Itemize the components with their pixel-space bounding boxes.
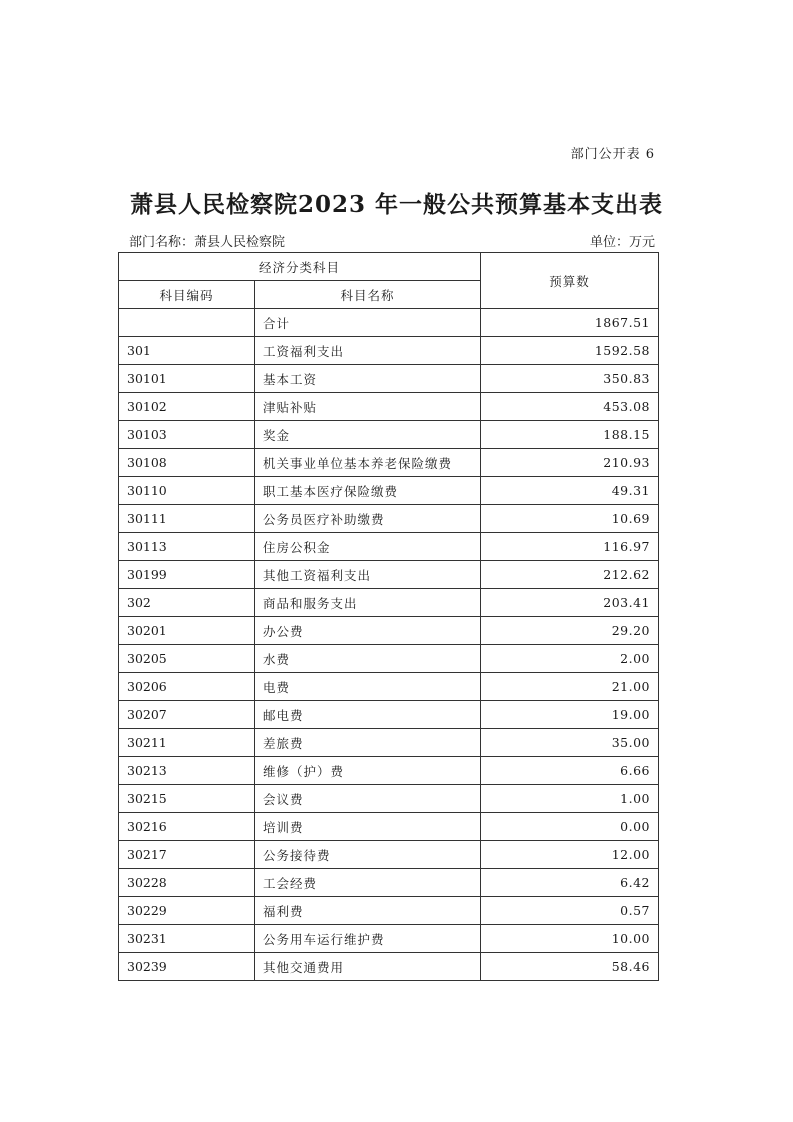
subject-name: 其他工资福利支出 xyxy=(255,561,481,589)
budget-amount: 6.42 xyxy=(481,869,659,897)
subject-name: 工会经费 xyxy=(255,869,481,897)
budget-amount: 19.00 xyxy=(481,701,659,729)
subject-code: 30110 xyxy=(119,477,255,505)
table-row xyxy=(119,309,659,337)
subject-code: 30211 xyxy=(119,729,255,757)
subject-name: 机关事业单位基本养老保险缴费 xyxy=(255,449,481,477)
subject-name: 公务员医疗补助缴费 xyxy=(255,505,481,533)
subject-name: 津贴补贴 xyxy=(255,393,481,421)
unit-label: 单位：万元 xyxy=(589,235,655,250)
subject-name: 培训费 xyxy=(255,813,481,841)
subject-name: 电费 xyxy=(255,673,481,701)
budget-amount: 58.46 xyxy=(481,953,659,981)
table-row xyxy=(119,701,659,729)
table-row xyxy=(119,953,659,981)
page-title: 萧县人民检察院2023 年一般公共预算基本支出表 xyxy=(129,191,664,218)
budget-amount: 1.00 xyxy=(481,785,659,813)
subject-code: 30108 xyxy=(119,449,255,477)
subject-code: 30216 xyxy=(119,813,255,841)
table-row xyxy=(119,869,659,897)
table-row xyxy=(119,617,659,645)
subject-code: 30199 xyxy=(119,561,255,589)
subject-name: 差旅费 xyxy=(255,729,481,757)
subject-name: 福利费 xyxy=(255,897,481,925)
table-row xyxy=(119,533,659,561)
subject-code xyxy=(119,309,255,337)
budget-amount-header: 预算数 xyxy=(481,253,659,309)
budget-amount: 21.00 xyxy=(481,673,659,701)
budget-amount: 1592.58 xyxy=(481,337,659,365)
subject-name: 奖金 xyxy=(255,421,481,449)
subject-code: 30113 xyxy=(119,533,255,561)
subject-name: 基本工资 xyxy=(255,365,481,393)
table-row xyxy=(119,785,659,813)
budget-amount: 6.66 xyxy=(481,757,659,785)
table-row xyxy=(119,925,659,953)
subject-code: 30206 xyxy=(119,673,255,701)
subject-code: 30207 xyxy=(119,701,255,729)
subject-name: 公务用车运行维护费 xyxy=(255,925,481,953)
subject-code: 30215 xyxy=(119,785,255,813)
budget-amount: 212.62 xyxy=(481,561,659,589)
subject-name: 住房公积金 xyxy=(255,533,481,561)
subject-code: 30205 xyxy=(119,645,255,673)
department-label: 部门名称：萧县人民检察院 xyxy=(129,235,286,250)
subject-code: 30228 xyxy=(119,869,255,897)
subject-code: 30217 xyxy=(119,841,255,869)
budget-amount: 35.00 xyxy=(481,729,659,757)
subject-name: 工资福利支出 xyxy=(255,337,481,365)
subject-name: 公务接待费 xyxy=(255,841,481,869)
budget-amount: 116.97 xyxy=(481,533,659,561)
subject-name: 维修（护）费 xyxy=(255,757,481,785)
subject-code: 301 xyxy=(119,337,255,365)
budget-amount: 10.00 xyxy=(481,925,659,953)
table-row xyxy=(119,645,659,673)
budget-table xyxy=(118,252,659,981)
budget-amount: 203.41 xyxy=(481,589,659,617)
budget-amount: 0.57 xyxy=(481,897,659,925)
subject-name: 其他交通费用 xyxy=(255,953,481,981)
table-row xyxy=(119,393,659,421)
budget-amount: 0.00 xyxy=(481,813,659,841)
table-row xyxy=(119,421,659,449)
table-row xyxy=(119,477,659,505)
subject-code: 30213 xyxy=(119,757,255,785)
table-row xyxy=(119,561,659,589)
subject-code: 30201 xyxy=(119,617,255,645)
subject-code: 30229 xyxy=(119,897,255,925)
subject-name: 合计 xyxy=(255,309,481,337)
budget-amount: 1867.51 xyxy=(481,309,659,337)
subject-name-header: 科目名称 xyxy=(255,281,481,309)
subject-name: 水费 xyxy=(255,645,481,673)
subject-name: 会议费 xyxy=(255,785,481,813)
subject-code-header: 科目编码 xyxy=(119,281,255,309)
table-row xyxy=(119,841,659,869)
budget-amount: 29.20 xyxy=(481,617,659,645)
subject-name: 职工基本医疗保险缴费 xyxy=(255,477,481,505)
budget-amount: 12.00 xyxy=(481,841,659,869)
table-row xyxy=(119,813,659,841)
budget-amount: 210.93 xyxy=(481,449,659,477)
table-row xyxy=(119,365,659,393)
subject-code: 30231 xyxy=(119,925,255,953)
budget-amount: 188.15 xyxy=(481,421,659,449)
budget-amount: 350.83 xyxy=(481,365,659,393)
subject-name: 邮电费 xyxy=(255,701,481,729)
table-row xyxy=(119,757,659,785)
form-number: 部门公开表 6 xyxy=(570,147,655,162)
budget-amount: 10.69 xyxy=(481,505,659,533)
economic-classification-header: 经济分类科目 xyxy=(119,253,481,281)
table-row xyxy=(119,673,659,701)
subject-code: 30101 xyxy=(119,365,255,393)
table-row xyxy=(119,337,659,365)
budget-amount: 453.08 xyxy=(481,393,659,421)
subject-code: 302 xyxy=(119,589,255,617)
table-row xyxy=(119,449,659,477)
budget-amount: 49.31 xyxy=(481,477,659,505)
subject-code: 30103 xyxy=(119,421,255,449)
table-row xyxy=(119,589,659,617)
subject-code: 30102 xyxy=(119,393,255,421)
subject-name: 办公费 xyxy=(255,617,481,645)
table-body xyxy=(119,309,659,981)
subject-code: 30239 xyxy=(119,953,255,981)
table-row xyxy=(119,505,659,533)
subject-name: 商品和服务支出 xyxy=(255,589,481,617)
subject-code: 30111 xyxy=(119,505,255,533)
budget-amount: 2.00 xyxy=(481,645,659,673)
table-row xyxy=(119,897,659,925)
table-row xyxy=(119,729,659,757)
